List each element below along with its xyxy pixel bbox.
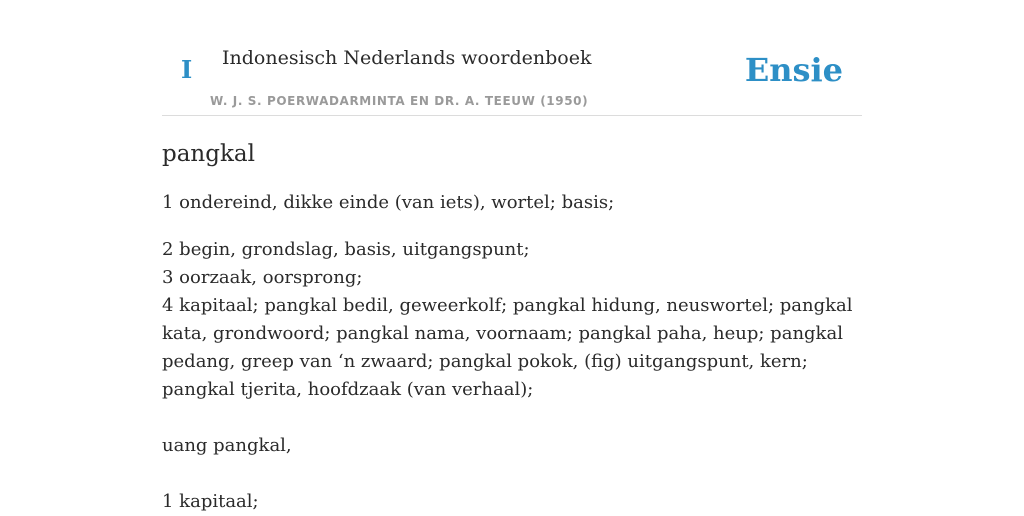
dictionary-title[interactable]: Indonesisch Nederlands woordenboek	[222, 47, 592, 69]
entry-headword: pangkal	[162, 141, 255, 167]
index-letter[interactable]: I	[181, 55, 193, 84]
sense-2: 2 begin, grondslag, basis, uitgangspunt;	[162, 239, 530, 260]
spacer	[162, 217, 862, 236]
dictionary-entry	[162, 139, 862, 516]
spacer	[162, 404, 862, 432]
subentry-heading: uang pangkal,	[162, 435, 292, 456]
subentry-sense-1: 1 kapitaal;	[162, 491, 259, 512]
sense-1: 1 ondereind, dikke einde (van iets), wortel; basis;	[162, 192, 615, 213]
dictionary-header	[162, 0, 862, 116]
page	[162, 0, 862, 512]
spacer	[162, 460, 862, 488]
sense-3: 3 oorzaak, oorsprong;	[162, 267, 363, 288]
dictionary-authors: W. J. S. POERWADARMINTA EN DR. A. TEEUW (1950)	[210, 94, 589, 108]
sense-4: 4 kapitaal; pangkal bedil, geweerkolf; pangkal hidung, neuswortel; pangkal kata, grondwoord; pangkal nama, voornaam; pangkal paha, heup; pangkal pedang, greep van ‘n zwaard; pangkal pokok, (fig) uitgangspunt, kern; pangkal tjerita, hoofdzaak (van verhaal);	[162, 295, 853, 400]
ensie-logo[interactable]: Ensie	[744, 51, 843, 89]
